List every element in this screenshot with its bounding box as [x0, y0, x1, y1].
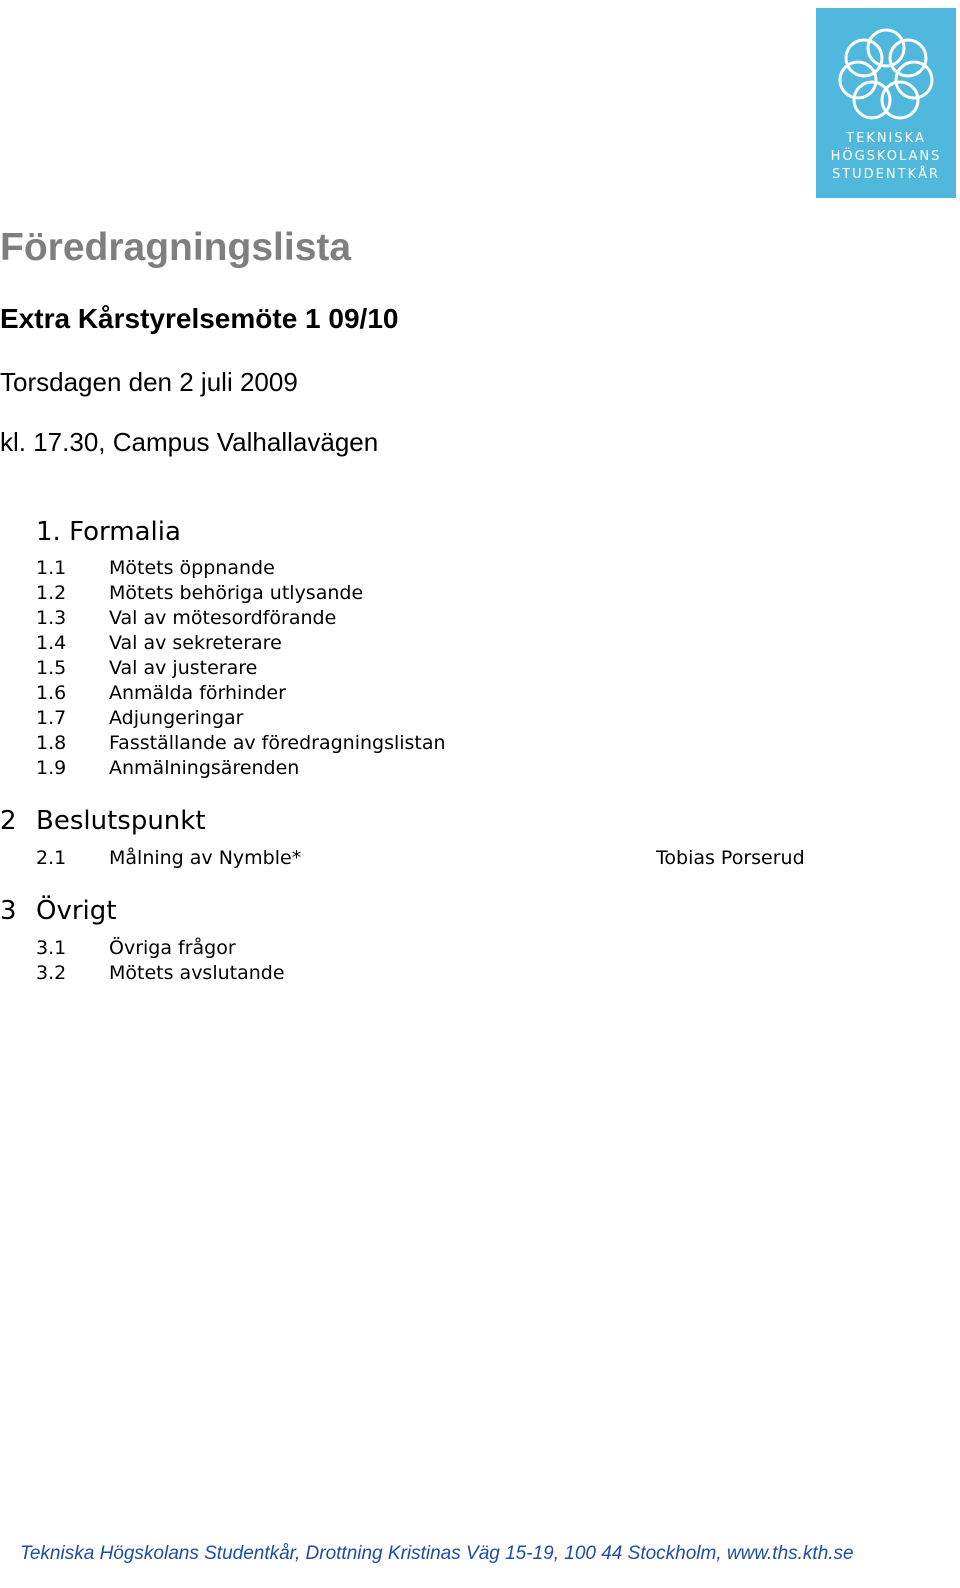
agenda-item-number: 1.4 — [36, 632, 67, 654]
ths-logo — [816, 8, 956, 198]
agenda-item-number: 2.1 — [36, 847, 67, 869]
agenda-item-text: Övriga frågor — [109, 937, 236, 959]
rings-emblem-icon — [816, 8, 956, 128]
agenda-item-text: Val av sekreterare — [109, 632, 282, 654]
section-heading-beslutspunkt: Beslutspunkt — [36, 806, 206, 836]
agenda-item-number: 1.2 — [36, 582, 67, 604]
agenda-item-text: Adjungeringar — [109, 707, 244, 729]
footer-address: Tekniska Högskolans Studentkår, Drottning Kristinas Väg 15-19, 100 44 Stockholm, www.ths.kth.se — [20, 1543, 854, 1564]
meeting-date: Torsdagen den 2 juli 2009 — [0, 367, 298, 397]
agenda-item-number: 3.2 — [36, 962, 67, 984]
meeting-name: Extra Kårstyrelsemöte 1 09/10 — [0, 303, 399, 334]
agenda-item-text: Fasställande av föredragningslistan — [109, 732, 446, 754]
section-heading-formalia: 1. Formalia — [36, 517, 181, 547]
agenda-item-text: Mötets avslutande — [109, 962, 285, 984]
agenda-item-text: Val av mötesordförande — [109, 607, 337, 629]
agenda-item-number: 1.6 — [36, 682, 67, 704]
agenda-item-number: 1.9 — [36, 757, 67, 779]
logo-text-line-1: TEKNISKA — [846, 131, 926, 146]
agenda-item-number: 1.8 — [36, 732, 67, 754]
agenda-item-number: 1.1 — [36, 557, 67, 579]
document-title: Föredragningslista — [0, 226, 352, 269]
logo-text-line-3: STUDENTKÅR — [831, 167, 941, 182]
section-number: 2 — [0, 806, 17, 836]
section-number: 3 — [0, 896, 17, 926]
agenda-item-text: Målning av Nymble* — [109, 847, 302, 869]
agenda-item-number: 3.1 — [36, 937, 67, 959]
agenda-item-text: Mötets öppnande — [109, 557, 275, 579]
agenda-item-responsible: Tobias Porserud — [656, 847, 805, 869]
agenda-item-number: 1.5 — [36, 657, 67, 679]
agenda-item-text: Mötets behöriga utlysande — [109, 582, 364, 604]
section-heading-ovrigt: Övrigt — [36, 896, 117, 926]
agenda-item-text: Val av justerare — [109, 657, 258, 679]
agenda-item-text: Anmälningsärenden — [109, 757, 300, 779]
agenda-item-number: 1.7 — [36, 707, 67, 729]
logo-text-line-2: HÖGSKOLANS — [830, 149, 942, 164]
agenda-item-number: 1.3 — [36, 607, 67, 629]
meeting-time-place: kl. 17.30, Campus Valhallavägen — [0, 427, 379, 457]
agenda-item-text: Anmälda förhinder — [109, 682, 286, 704]
